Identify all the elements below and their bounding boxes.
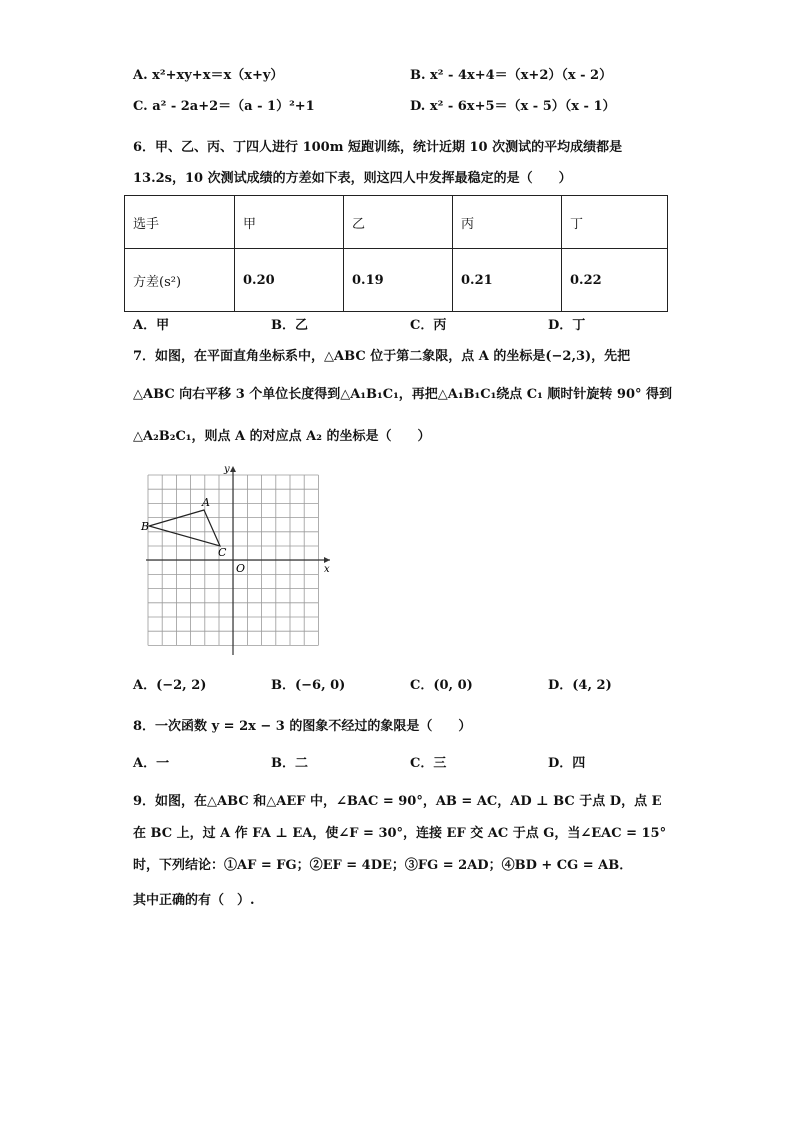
q5-option-b-text: x² - 4x+4＝（x+2）（x - 2） — [430, 68, 613, 83]
y-axis-arrow — [230, 466, 236, 472]
q9-stem-line1: 9．如图，在△ABC 和△AEF 中，∠BAC = 90°，AB = AC，AD ⊥ BC 于点 D，点 E — [133, 794, 662, 809]
variance-table-header-row — [125, 196, 668, 249]
variance-table-row — [125, 249, 668, 312]
label-o: O — [236, 562, 246, 575]
q7-option-c: C．(0, 0) — [410, 678, 473, 693]
triangle-abc — [149, 510, 220, 546]
label-b: B — [141, 520, 150, 533]
q8-option-c: C．三 — [410, 756, 447, 771]
q7-option-d: D．(4, 2) — [548, 678, 612, 693]
q7-stem-line3: △A₂B₂C₁，则点 A 的对应点 A₂ 的坐标是（ ） — [133, 429, 431, 444]
x-axis-arrow — [324, 557, 330, 563]
q8-option-b: B．二 — [271, 756, 308, 771]
label-x: x — [324, 564, 330, 575]
q5-option-a-text: x²+xy+x＝x（x+y） — [152, 68, 284, 83]
q9-stem-line4: 其中正确的有（ ）. — [133, 893, 255, 908]
q7-option-b: B．(−6, 0) — [271, 678, 346, 693]
q7-stem-line2: △ABC 向右平移 3 个单位长度得到△A₁B₁C₁，再把△A₁B₁C₁绕点 C₁ 顺时针旋转 90° 得到 — [133, 387, 673, 402]
label-y: y — [224, 464, 230, 475]
table-header-cell: 乙 — [344, 196, 453, 249]
q8-stem-line1: 8．一次函数 y = 2x − 3 的图象不经过的象限是（ ） — [133, 719, 472, 734]
q6-stem-line2: 13.2s，10 次测试成绩的方差如下表，则这四人中发挥最稳定的是（ ） — [133, 171, 572, 186]
q5-option-c: C. a² - 2a+2＝（a - 1）²+1 — [133, 99, 315, 114]
q5-option-b: B. x² - 4x+4＝（x+2）（x - 2） — [410, 68, 613, 83]
q5-option-d-text: x² - 6x+5＝（x - 5）（x - 1） — [429, 99, 616, 114]
q8-option-a: A．一 — [133, 756, 170, 771]
table-cell: 0.21 — [453, 249, 562, 312]
table-cell: 0.20 — [235, 249, 344, 312]
q8-option-d: D．四 — [548, 756, 586, 771]
table-cell: 方差(s²) — [125, 249, 235, 312]
q7-option-a: A．(−2, 2) — [133, 678, 207, 693]
q6-option-b: B．乙 — [271, 318, 308, 333]
table-header-cell: 甲 — [235, 196, 344, 249]
label-a: A — [202, 496, 210, 509]
q6-option-c: C．丙 — [410, 318, 447, 333]
q6-option-d: D．丁 — [548, 318, 586, 333]
table-header-cell: 丙 — [453, 196, 562, 249]
q6-stem-line1: 6．甲、乙、丙、丁四人进行 100m 短跑训练，统计近期 10 次测试的平均成绩都是 — [133, 140, 623, 155]
q7-stem-line1: 7．如图，在平面直角坐标系中，△ABC 位于第二象限，点 A 的坐标是(−2,3)，先把 — [133, 349, 631, 364]
q9-stem-line2: 在 BC 上，过 A 作 FA ⊥ EA，使∠F = 30°，连接 EF 交 AC 于点 G，当∠EAC = 15° — [133, 826, 667, 841]
q5-option-a: A. x²+xy+x＝x（x+y） — [133, 68, 284, 83]
coordinate-grid-figure — [138, 460, 338, 660]
q5-option-d: D. x² - 6x+5＝（x - 5）（x - 1） — [410, 99, 616, 114]
variance-table — [124, 195, 668, 312]
table-header-cell: 选手 — [125, 196, 235, 249]
label-c: C — [218, 546, 227, 559]
table-cell: 0.19 — [344, 249, 453, 312]
q6-option-a: A．甲 — [133, 318, 170, 333]
table-header-cell: 丁 — [562, 196, 668, 249]
table-cell: 0.22 — [562, 249, 668, 312]
q5-option-c-text: a² - 2a+2＝（a - 1）²+1 — [152, 99, 315, 114]
q9-stem-line3: 时，下列结论：①AF = FG；②EF = 4DE；③FG = 2AD；④BD + CG = AB． — [133, 858, 633, 873]
